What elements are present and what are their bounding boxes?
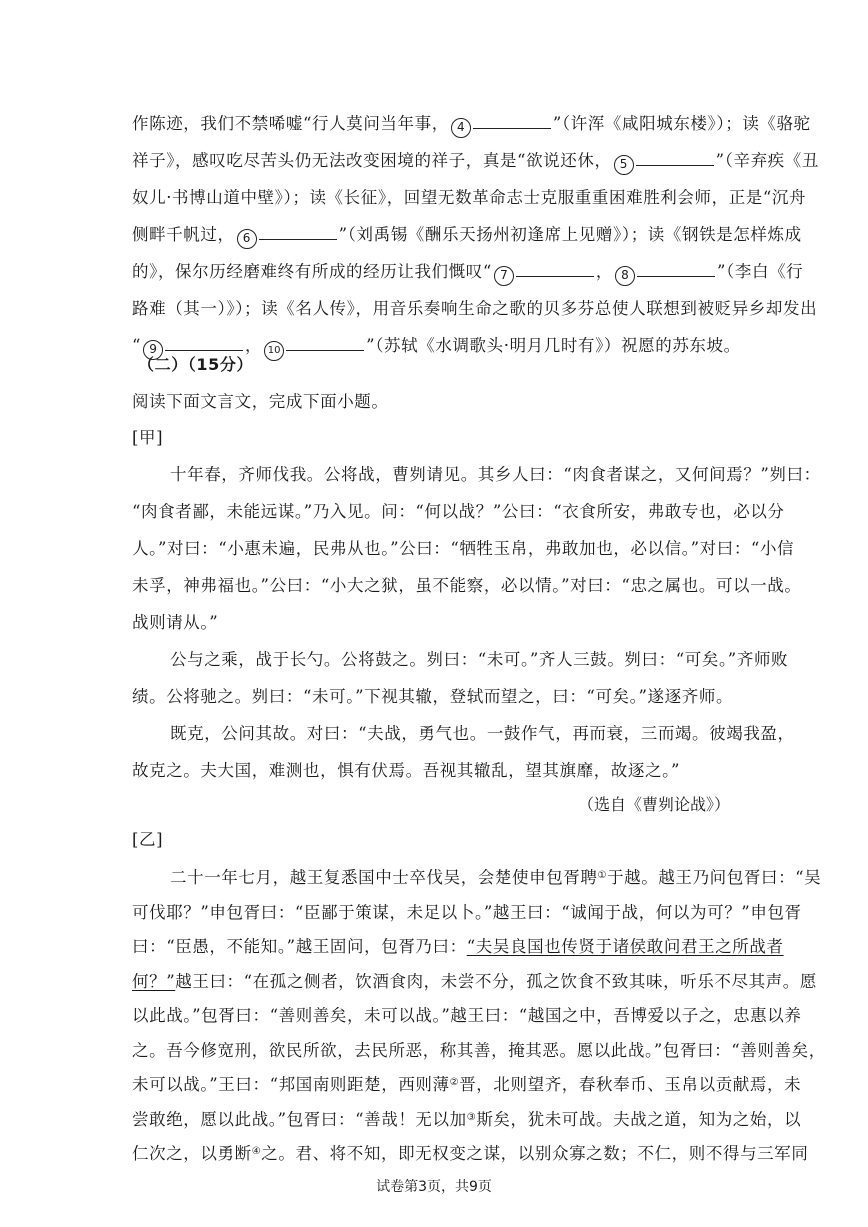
blank-number-9: 9 [143,340,163,360]
text: “ [132,336,142,355]
jia-p1-line-5: 战则请从。” [132,613,219,632]
jia-p3-line-2: 故克之。夫大国，难测也，惧有伏焉。吾视其辙乱，望其旗靡，故逐之。” [132,761,680,780]
text: ， [245,336,263,355]
text: ， [595,262,613,281]
text: ”（刘禹锡《酬乐天扬州初逢席上见赠》）；读《钢铁是怎样炼成 [338,225,802,244]
jia-p2-line-2: 绩。公将驰之。刿曰：“未可。”下视其辙，登轼而望之，曰：“可矣。”遂逐齐师。 [132,687,734,706]
blank-number-4: 4 [451,118,471,138]
text: ”（李白《行 [717,262,804,281]
yi-line-7 [132,1071,801,1095]
footnote-marker-1: ① [597,870,608,881]
text: 仁次之，以勇断 [132,1144,252,1163]
text: 之。君、将不知，即无权变之谋，以别众寡之数；不仁，则不得与三军同 [261,1144,809,1163]
yi-line-9 [132,1140,808,1164]
blank-number-8: 8 [615,266,635,286]
blank-number-7: 7 [494,266,514,286]
yi-line-6: 之。吾今修宽刑，欲民所欲，去民所恶，称其善，掩其恶。愿以此战。”包胥曰：“善则善矣， [132,1040,826,1060]
text: 越王曰：“在孤之侧者，饮酒食肉，未尝不分，孤之饮食不致其味，听乐不尽其声。愿 [175,971,817,991]
underlined-sentence-end: 何？” [132,971,176,991]
blank-number-10: 10 [264,341,284,361]
jia-p1-line-2: “肉食者鄙，未能远谋。”乃入见。问：“何以战？”公曰：“衣食所安，弗敢专也，必以分 [132,502,785,521]
text: 曰：“臣愚，不能知。”越王固问，包胥乃曰： [132,937,467,956]
section-title: （二）（15分） [138,355,254,374]
text: 未可以战。”王曰：“邦国南则距楚，西则薄 [132,1075,450,1094]
answer-blank-10[interactable] [286,335,364,351]
text: 祥子》，感叹吃尽苦头仍无法改变困境的祥子，真是“欲说还休， [132,151,612,170]
yi-line-5: 以此战。”包胥曰：“善则善矣，未可以战。”越王曰：“越国之中，吾博爱以子之，忠惠以养 [132,1006,802,1025]
poem-line-3 [132,184,806,208]
jia-p2-line-1: 公与之乘，战于长勺。公将鼓之。刿曰：“未可。”齐人三鼓。刿曰：“可矣。”齐师败 [170,650,789,669]
yi-line-2: 可伐耶？”申包胥曰：“臣鄙于策谋，未足以卜。”越王曰：“诚闻于战，何以为可？”申包胥 [132,902,802,922]
text: 路难（其一）》）；读《名人传》，用音乐奏响生命之歌的贝多芬总使人联想到被贬异乡却发出 [132,299,818,318]
jia-p1-line-4: 未孚，神弗福也。”公曰：“小大之狱，虽不能察，必以情。”对曰：“忠之属也。可以一战。 [132,576,802,595]
text: 侧畔千帆过， [132,225,235,244]
answer-blank-7[interactable] [516,261,594,277]
footnote-marker-2: ② [449,1077,460,1088]
text: 晋，北则望齐，春秋奉币、玉帛以贡献焉，未 [459,1075,802,1094]
yi-line-1 [170,864,821,888]
blank-number-6: 6 [237,229,257,249]
text: 尝敢绝，愿以此战。”包胥曰：“善哉！无以加 [132,1109,467,1129]
answer-blank-5[interactable] [636,150,714,166]
text: 奴儿·书博山道中壁》）；读《长征》，回望无数革命志士克服重重困难胜利会师，正是“沉舟 [132,188,807,207]
answer-blank-8[interactable] [637,261,715,277]
poem-line-1 [132,110,811,138]
yi-line-8 [132,1106,801,1130]
text: 作陈迹，我们不禁唏嘘“行人莫问当年事， [132,114,449,133]
answer-blank-6[interactable] [259,224,337,240]
answer-blank-9[interactable] [165,335,243,351]
text: 二十一年七月，越王复悉国中士卒伐吴，会楚使申包胥聘 [170,868,598,887]
poem-line-6 [132,295,817,319]
blank-number-5: 5 [614,155,634,175]
text: ”（苏轼《水调歌头·明月几时有》）祝愿的苏东坡。 [366,336,741,355]
poem-line-4 [132,221,802,249]
text-label-yi: [乙] [132,830,164,849]
footnote-marker-3: ③ [466,1111,477,1123]
answer-blank-4[interactable] [473,113,551,129]
jia-p1-line-1: 十年春，齐师伐我。公将战，曹刿请见。其乡人曰：“肉食者谋之，又何间焉？”刿曰： [170,465,821,484]
jia-p3-line-1: 既克，公问其故。对曰：“夫战，勇气也。一鼓作气，再而衰，三而竭。彼竭我盈， [170,724,795,743]
text: ”（许浑《咸阳城东楼》）；读《骆驼 [552,114,811,133]
source-citation: （选自《曹刿论战》） [577,795,730,814]
yi-line-4 [132,968,817,992]
section-instruction: 阅读下面文言文，完成下面小题。 [132,392,389,411]
yi-line-3 [132,933,784,957]
poem-line-2 [132,147,819,175]
text: 于越。越王乃问包胥曰：“吴 [607,868,822,887]
footnote-marker-4: ④ [251,1146,262,1157]
text: ”（辛弃疾《丑 [715,151,819,170]
jia-p1-line-3: 人。”对曰：“小惠未遍，民弗从也。”公曰：“牺牲玉帛，弗敢加也，必以信。”对曰：“小信 [132,539,795,558]
poem-line-5 [132,258,803,286]
text-label-jia: [甲] [132,428,164,447]
underlined-sentence: “夫吴良国也传贤于诸侯敢问君王之所战者 [466,937,784,956]
page-footer: 试卷第3页，共9页 [376,1179,492,1195]
text: 斯矣，犹未可战。夫战之道，知为之始，以 [476,1109,802,1129]
text: 的》，保尔历经磨难终有所成的经历让我们慨叹“ [132,262,492,281]
